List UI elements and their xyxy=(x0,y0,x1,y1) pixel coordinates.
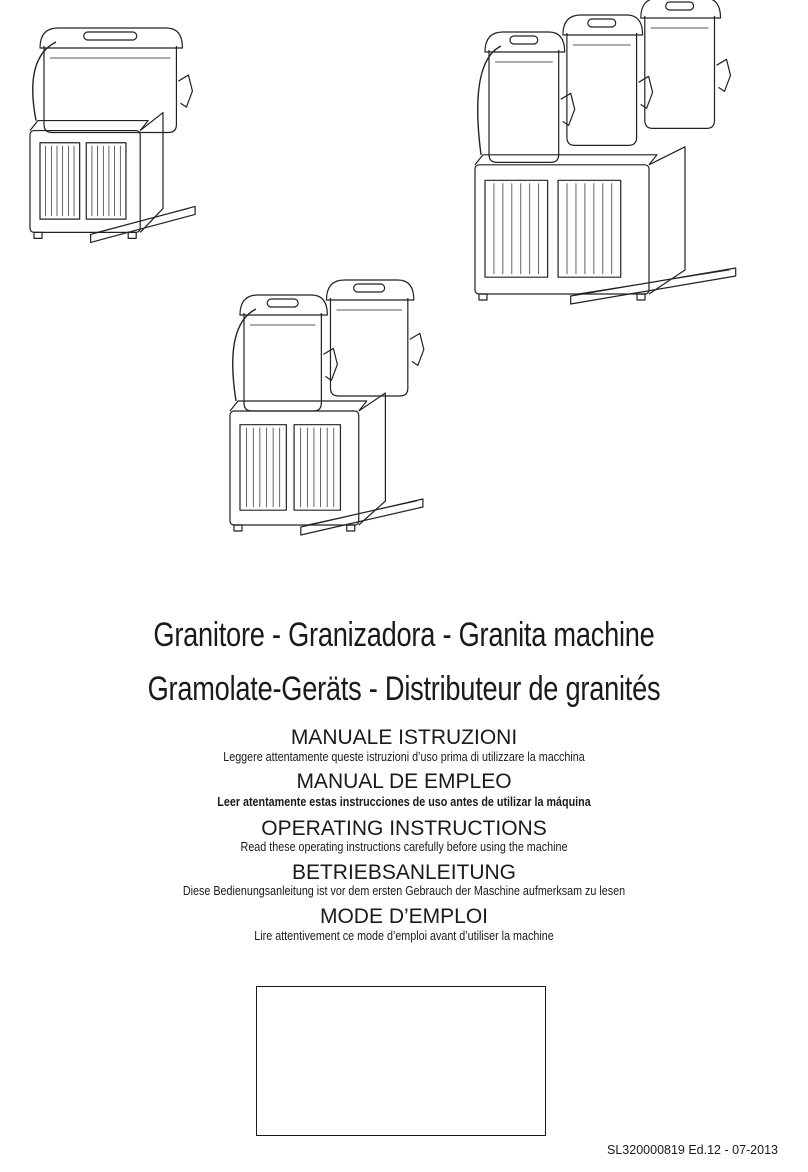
section-subtitle-fr: Lire attentivement ce mode d’emploi avant d’utiliser la machine xyxy=(254,929,554,943)
cover-title-line-1: Granitore - Granizadora - Granita machine xyxy=(153,616,655,654)
section-heading-en: OPERATING INSTRUCTIONS xyxy=(261,817,547,840)
section-subtitle-en: Read these operating instructions carefully before using the machine xyxy=(240,840,568,854)
machine-3-bowl xyxy=(475,0,736,304)
machine-2-bowl xyxy=(230,280,424,535)
machine-1-bowl xyxy=(30,28,195,242)
section-heading-es: MANUAL DE EMPLEO xyxy=(296,770,512,793)
section-heading-it: MANUALE ISTRUZIONI xyxy=(290,726,518,749)
section-subtitle-it: Leggere attentamente queste istruzioni d’uso prima di utilizzare la macchina xyxy=(223,750,585,764)
cover-title-line-2: Gramolate-Geräts - Distributeur de granités xyxy=(147,670,661,708)
section-heading-de: BETRIEBSANLEITUNG xyxy=(291,861,517,884)
section-subtitle-es: Leer atentamente estas instrucciones de uso antes de utilizar la máquina xyxy=(217,795,591,809)
section-heading-fr: MODE D’EMPLOI xyxy=(319,905,489,928)
document-code: SL320000819 Ed.12 - 07-2013 xyxy=(607,1143,778,1157)
blank-label-box xyxy=(256,986,546,1136)
section-subtitle-de: Diese Bedienungsanleitung ist vor dem ersten Gebrauch der Maschine aufmerksam zu lesen xyxy=(182,884,626,898)
